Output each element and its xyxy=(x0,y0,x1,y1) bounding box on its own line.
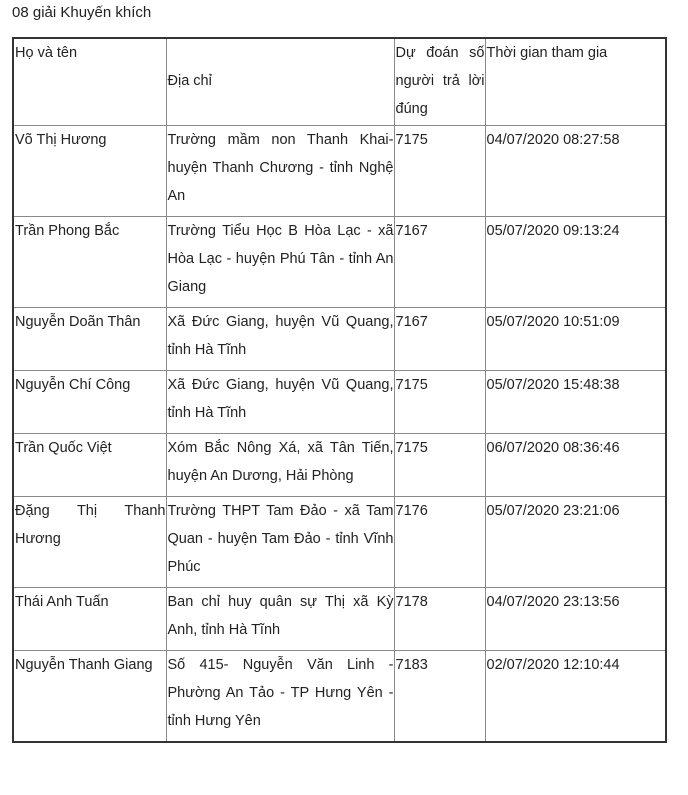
table-row xyxy=(13,588,666,651)
cell-name: Võ Thị Hương xyxy=(13,126,166,217)
cell-address: Trường THPT Tam Đảo - xã Tam Quan - huyện Tam Đảo - tỉnh Vĩnh Phúc xyxy=(166,497,394,588)
cell-prediction: 7176 xyxy=(394,497,485,588)
table-row xyxy=(13,308,666,371)
table-header-row xyxy=(13,38,666,126)
cell-address: Trường Tiểu Học B Hòa Lạc - xã Hòa Lạc - huyện Phú Tân - tỉnh An Giang xyxy=(166,217,394,308)
cell-time: 02/07/2020 12:10:44 xyxy=(485,651,666,743)
cell-name: Nguyễn Thanh Giang xyxy=(13,651,166,743)
cell-name: Nguyễn Doãn Thân xyxy=(13,308,166,371)
cell-name: Nguyễn Chí Công xyxy=(13,371,166,434)
cell-address: Ban chỉ huy quân sự Thị xã Kỳ Anh, tỉnh Hà Tĩnh xyxy=(166,588,394,651)
header-prediction: Dự đoán số người trả lời đúng xyxy=(394,38,485,126)
cell-name: Trần Quốc Việt xyxy=(13,434,166,497)
cell-prediction: 7167 xyxy=(394,308,485,371)
cell-address: Số 415- Nguyễn Văn Linh - Phường An Tảo - TP Hưng Yên - tỉnh Hưng Yên xyxy=(166,651,394,743)
cell-time: 06/07/2020 08:36:46 xyxy=(485,434,666,497)
cell-address: Trường mầm non Thanh Khai- huyện Thanh Chương - tỉnh Nghệ An xyxy=(166,126,394,217)
table-row xyxy=(13,434,666,497)
cell-prediction: 7178 xyxy=(394,588,485,651)
header-time: Thời gian tham gia xyxy=(485,38,666,126)
cell-address: Xóm Bắc Nông Xá, xã Tân Tiến, huyện An Dương, Hải Phòng xyxy=(166,434,394,497)
table-row xyxy=(13,651,666,743)
cell-name: Thái Anh Tuấn xyxy=(13,588,166,651)
cell-address: Xã Đức Giang, huyện Vũ Quang, tỉnh Hà Tĩnh xyxy=(166,371,394,434)
cell-prediction: 7175 xyxy=(394,126,485,217)
prize-table xyxy=(12,37,667,743)
cell-prediction: 7167 xyxy=(394,217,485,308)
cell-name: Đặng Thị Thanh Hương xyxy=(13,497,166,588)
header-name: Họ và tên xyxy=(13,38,166,126)
cell-prediction: 7183 xyxy=(394,651,485,743)
table-row xyxy=(13,217,666,308)
cell-time: 05/07/2020 09:13:24 xyxy=(485,217,666,308)
table-row xyxy=(13,497,666,588)
cell-prediction: 7175 xyxy=(394,371,485,434)
table-row xyxy=(13,371,666,434)
cell-prediction: 7175 xyxy=(394,434,485,497)
header-address: Địa chỉ xyxy=(166,38,394,126)
section-heading: 08 giải Khuyến khích xyxy=(12,4,152,21)
cell-time: 05/07/2020 10:51:09 xyxy=(485,308,666,371)
table-row xyxy=(13,126,666,217)
cell-address: Xã Đức Giang, huyện Vũ Quang, tỉnh Hà Tĩnh xyxy=(166,308,394,371)
cell-time: 05/07/2020 23:21:06 xyxy=(485,497,666,588)
cell-time: 05/07/2020 15:48:38 xyxy=(485,371,666,434)
cell-name: Trần Phong Bắc xyxy=(13,217,166,308)
cell-time: 04/07/2020 23:13:56 xyxy=(485,588,666,651)
cell-time: 04/07/2020 08:27:58 xyxy=(485,126,666,217)
